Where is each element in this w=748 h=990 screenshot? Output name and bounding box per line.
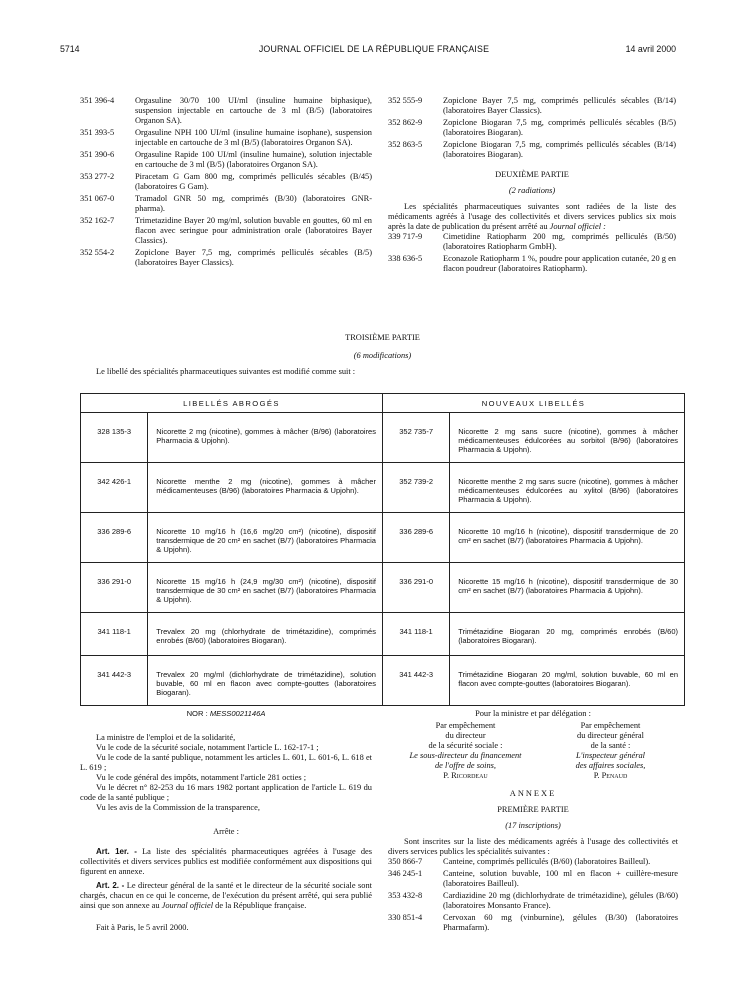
table-row: 342 426-1 Nicorette menthe 2 mg (nicotine), gommes à mâcher médicamenteuses (B/96) (laboratoires Pharmacia & Upjohn). 352 739-2 Nicorette menthe 2 mg sans sucre (nicotine), gommes à mâcher médicamenteuses édulcorées au xylitol (B/96) (laboratoires Pharmacia & Upjohn).: [81, 463, 685, 513]
signature-blocks: [388, 721, 678, 781]
table-row: 336 289-6 Nicorette 10 mg/16 h (16,6 mg/20 cm²) (nicotine), dispositif transdermique de 20 cm² en sachet (B/7) (laboratoires Pharmacia & Upjohn). 336 289-6 Nicorette 10 mg/16 h (nicotine), dispositif transdermique de 20 cm² en sachet (B/7) (laboratoires Pharmacia & Upjohn).: [81, 513, 685, 563]
page-header: [0, 44, 748, 58]
list-item: 330 851-4 Cervoxan 60 mg (vinburnine), gélules (B/30) (laboratoires Pharmafarm).: [388, 913, 678, 932]
list-item: 339 717-9 Cimetidine Ratiopharm 200 mg, comprimés pelliculés (B/50) (laboratoires Ratiopharm GmbH).: [388, 232, 676, 251]
signature-and-annexe: [388, 709, 678, 935]
journal-title: JOURNAL OFFICIEL DE LA RÉPUBLIQUE FRANÇAISE: [258, 44, 490, 54]
list-item: 351 390-6 Orgasuline Rapide 100 UI/ml (insuline humaine), solution injectable en cartouche de 3 ml (B/5) (laboratoires Organon SA).: [80, 150, 372, 169]
table-row: 341 118-1 Trevalex 20 mg (chlorhydrate de trimétazidine), comprimés enrobés (B/60) (laboratoires Biogaran). 341 118-1 Trimétazidine Biogaran 20 mg, comprimés enrobés (B/60) (laboratoires Biogaran).: [81, 613, 685, 656]
nor-reference: NOR : MESS0021146A: [186, 709, 266, 718]
page-number: 5714: [60, 44, 80, 54]
table-row: 341 442-3 Trevalex 20 mg/ml (dichlorhydrate de trimétazidine), solution buvable, 60 ml en flacon avec compte-gouttes (laboratoires Biogaran). 341 442-3 Trimétazidine Biogaran 20 mg/ml, solution buvable, 60 ml en flacon avec compte-gouttes (laboratoires Biogaran).: [81, 656, 685, 706]
list-item: 352 554-2 Zopiclone Bayer 7,5 mg, comprimés pelliculés sécables (B/5) (laboratoires Bayer Classics).: [80, 248, 372, 267]
section-intro: Les spécialités pharmaceutiques suivantes sont radiées de la liste des médicaments agréés à l'usage des collectivités et divers services publics six mois après la date de publication du présent arrêté au Journal officiel :: [388, 202, 676, 231]
list-item: 352 863-5 Zopiclone Biogaran 7,5 mg, comprimés pelliculés sécables (B/14) (laboratoires Biogaran).: [388, 140, 676, 159]
arrete-word: Arrête :: [213, 827, 239, 836]
issue-date: 14 avril 2000: [625, 44, 676, 54]
left-entry-list: [80, 96, 372, 270]
list-item: 346 245-1 Canteine, solution buvable, 100 ml en flacon + cuillère-mesure (laboratoires Bailleul).: [388, 869, 678, 888]
table-header-row: [81, 394, 685, 413]
signature-intro: Pour la ministre et par délégation :: [475, 709, 591, 718]
article-2: Art. 2. - Le directeur général de la santé et le directeur de la sécurité sociale sont chargés, chacun en ce qui le concerne, de l'exécution du présent arrêté, qui sera publié ainsi que son annexe au Journal officiel de la République française.: [80, 881, 373, 910]
list-item: 352 162-7 Trimetazidine Bayer 20 mg/ml, solution buvable en gouttes, 60 ml en flacon avec seringue pour administration orale (laboratoires Bayer Classics).: [80, 216, 372, 245]
troisieme-partie: [80, 333, 685, 377]
arrete-text: NOR : MESS0021146A La ministre de l'emploi et de la solidarité, Vu le code de la sécurité sociale, notamment l'article L. 162-17-1 ; Vu le code de la santé publique, notamment les articles L. 601, L. 601-6, L. 618 et L. 619 ; Vu le code général des impôts, notamment l'article 281 octies ; Vu le décret n° 82-253 du 16 mars 1982 portant application de l'article L. 619 du code de la santé publique ; Vu les avis de la Commission de la transparence, Arrête : Art. 1er. - La liste des spécialités pharmaceutiques agréées à l'usage des collectivités et divers services publics est modifiée conformément aux dispositions qui figurent en annexe. Art. 2. - Le directeur général de la santé et le directeur de la sécurité sociale sont chargés, chacun en ce qui le concerne, de l'exécution du présent arrêté, qui sera publié ainsi que son annexe au Journal officiel de la République française. Fait à Paris, le 5 avril 2000.: [80, 709, 373, 932]
list-item: 352 555-9 Zopiclone Bayer 7,5 mg, comprimés pelliculés sécables (B/14) (laboratoires Bayer Classics).: [388, 96, 676, 115]
annexe-intro: Sont inscrites sur la liste des médicaments agréés à l'usage des collectivités et divers services publics les spécialités suivantes :: [388, 837, 678, 856]
table-row: 336 291-0 Nicorette 15 mg/16 h (24,9 mg/30 cm²) (nicotine), dispositif transdermique de 30 cm² en sachet (B/7) (laboratoires Pharmacia & Upjohn). 336 291-0 Nicorette 15 mg/16 h (nicotine), dispositif transdermique de 30 cm² en sachet (B/7) (laboratoires Pharmacia & Upjohn).: [81, 563, 685, 613]
list-item: 351 393-5 Orgasuline NPH 100 UI/ml (insuline humaine isophane), suspension injectable en cartouche de 3 ml (B/5) (laboratoires Organon SA).: [80, 128, 372, 147]
column-header: LIBELLÉS ABROGÉS: [81, 394, 383, 413]
section-subtitle: (2 radiations): [508, 186, 556, 195]
list-item: 351 067-0 Tramadol GNR 50 mg, comprimés (B/30) (laboratoires GNR-pharma).: [80, 194, 372, 213]
section-title: TROISIÈME PARTIE: [345, 333, 420, 342]
list-item: 353 432-8 Cardiazidine 20 mg (dichlorhydrate de trimétazidine), gélules (B/60) (laboratoires Monsanto France).: [388, 891, 678, 910]
list-item: 353 277-2 Piracetam G Gam 800 mg, comprimés pelliculés sécables (B/45) (laboratoires G Gam).: [80, 172, 372, 191]
list-item: 338 636-5 Econazole Ratiopharm 1 %, poudre pour application cutanée, 20 g en flacon poudreur (laboratoires Ratiopharm).: [388, 254, 676, 273]
annexe-subtitle: (17 inscriptions): [505, 821, 561, 830]
article-1: Art. 1er. - La liste des spécialités pharmaceutiques agréées à l'usage des collectivités et divers services publics est modifiée conformément aux dispositions qui figurent en annexe.: [80, 847, 373, 876]
signature-left: Par empêchement du directeur de la sécurité sociale : Le sous-directeur du financement de l'offre de soins, P. Ricordeau: [409, 721, 522, 780]
section-title: DEUXIÈME PARTIE: [495, 170, 569, 179]
list-item: 350 866-7 Canteine, comprimés pelliculés (B/60) (laboratoires Bailleul).: [388, 857, 651, 866]
section-intro: Le libellé des spécialités pharmaceutiques suivantes est modifié comme suit :: [96, 367, 356, 376]
table-row: 328 135-3 Nicorette 2 mg (nicotine), gommes à mâcher (B/96) (laboratoires Pharmacia & Upjohn). 352 735-7 Nicorette 2 mg sans sucre (nicotine), gommes à mâcher médicamenteuses édulcorées au sorbitol (B/96) (laboratoires Pharmacia & Upjohn).: [81, 413, 685, 463]
annexe-part: PREMIÈRE PARTIE: [497, 805, 569, 814]
modifications-table: [80, 393, 685, 706]
signature-right: Par empêchement du directeur général de la santé : L'inspecteur général des affaires sociales, P. Penaud: [575, 721, 646, 780]
column-header: NOUVEAUX LIBELLÉS: [382, 394, 684, 413]
list-item: 352 862-9 Zopiclone Biogaran 7,5 mg, comprimés pelliculés sécables (B/5) (laboratoires Biogaran).: [388, 118, 676, 137]
annexe-title: ANNEXE: [509, 789, 557, 798]
list-item: 351 396-4 Orgasuline 30/70 100 UI/ml (insuline humaine biphasique), suspension injectable en cartouche de 3 ml (B/5) (laboratoires Organon SA).: [80, 96, 372, 125]
done-at: Fait à Paris, le 5 avril 2000.: [96, 923, 189, 932]
section-subtitle: (6 modifications): [353, 351, 412, 360]
right-entry-list: [388, 96, 676, 276]
